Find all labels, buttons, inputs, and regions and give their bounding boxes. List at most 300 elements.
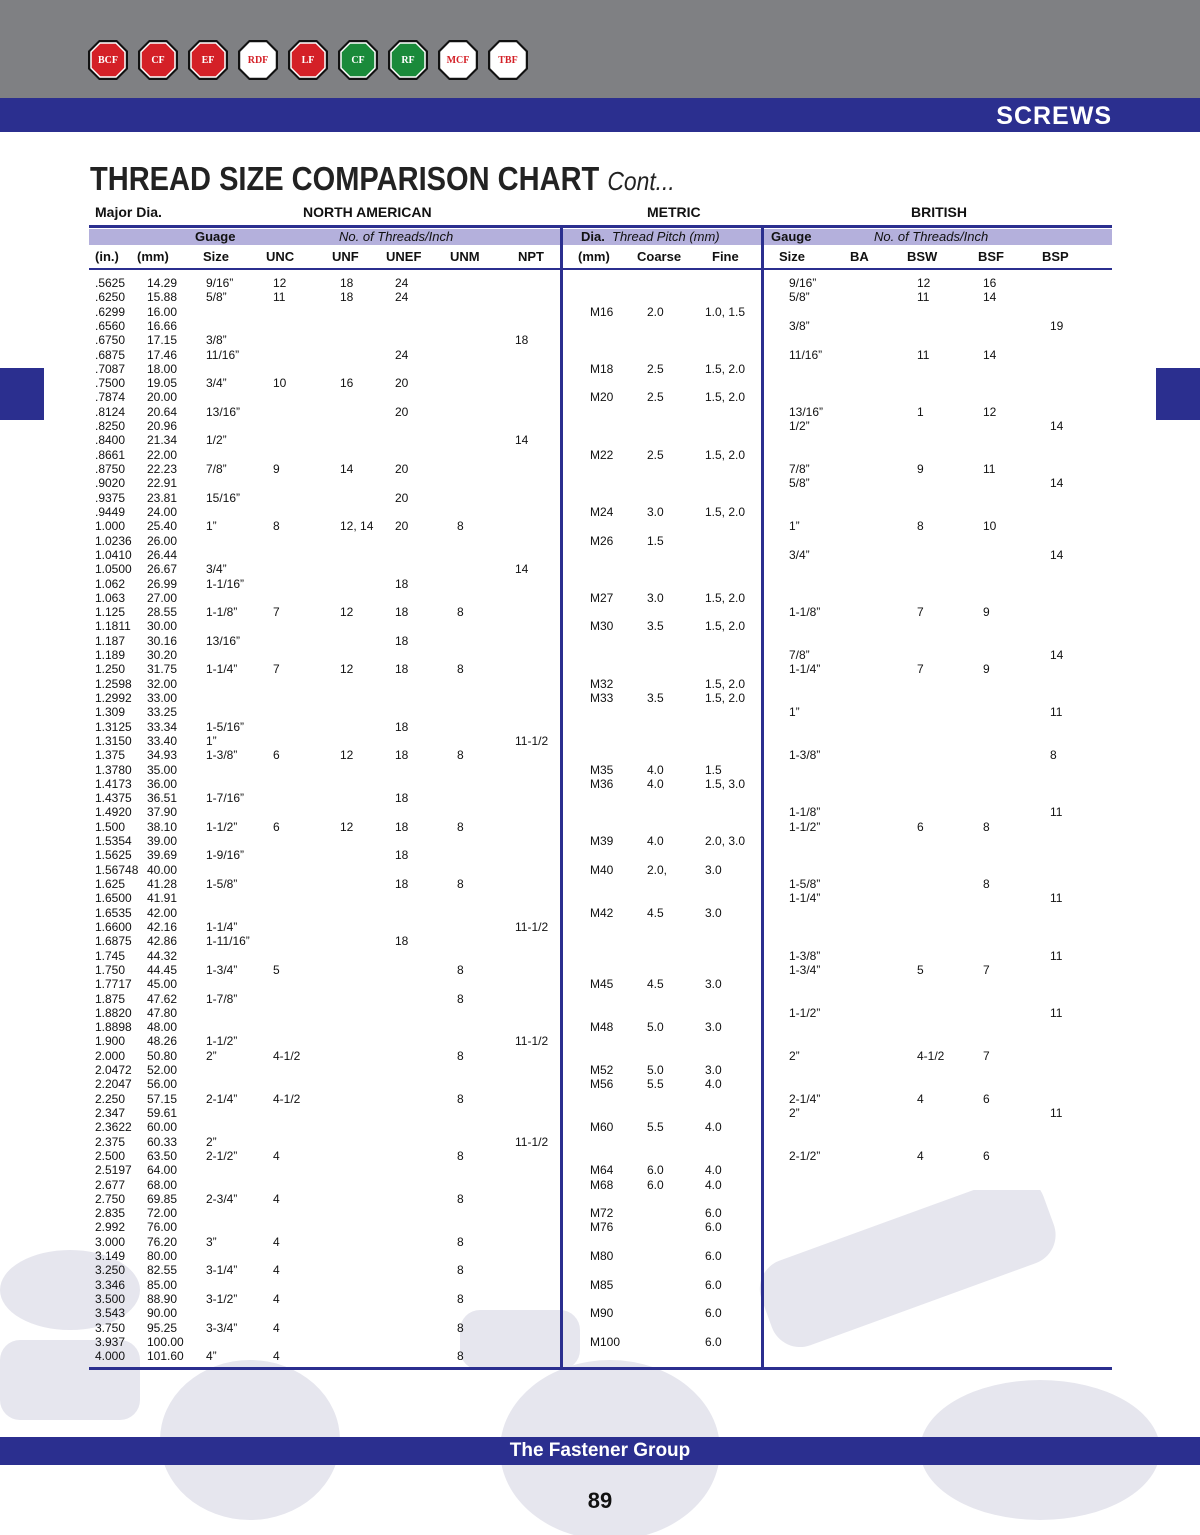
cell-unf-4: 18	[340, 290, 354, 305]
column-header-11: Size	[779, 249, 806, 264]
cell-unef-5: 18	[395, 662, 409, 677]
cell-coarse-9: 5.5	[647, 1120, 664, 1135]
cell-mm-1: 60.00	[147, 1120, 178, 1135]
cell-coarse-9: 4.0	[647, 762, 664, 777]
cell-mm-1: 26.00	[147, 533, 178, 548]
cell-unc-3: 4-1/2	[273, 1048, 301, 1063]
cell-size-11: 1”	[789, 519, 800, 534]
cell-mm-1: 30.20	[147, 648, 178, 663]
cell-mm-1: 76.20	[147, 1234, 178, 1249]
table-row	[0, 848, 1200, 862]
cell-coarse-9: 5.0	[647, 1020, 664, 1035]
cell-fine-10: 1.5, 2.0	[705, 619, 746, 634]
cell-unef-5: 20	[395, 462, 409, 477]
cell-mm-1: 63.50	[147, 1148, 178, 1163]
cell-in-0: 3.500	[95, 1292, 126, 1306]
cell-size-11: 2”	[789, 1048, 800, 1063]
cell-size-11: 11/16”	[789, 347, 823, 362]
column-header-15: BSP	[1042, 249, 1069, 264]
cell-size-2: 1-7/8”	[206, 991, 238, 1006]
cell-mm-8: M36	[590, 776, 614, 791]
cell-bsf-14: 16	[983, 276, 997, 290]
cell-bsw-13: 8	[917, 519, 924, 534]
column-header-13: BSW	[907, 249, 938, 264]
cell-size-11: 1-1/8”	[789, 805, 821, 820]
cell-mm-8: M42	[590, 905, 614, 920]
cell-in-0: 2.000	[95, 1048, 126, 1063]
cell-mm-1: 26.67	[147, 562, 178, 577]
table-row	[0, 419, 1200, 433]
cell-mm-1: 36.00	[147, 776, 178, 791]
column-header-12: BA	[850, 249, 869, 264]
cell-in-0: .9020	[95, 476, 126, 491]
cell-unc-3: 7	[273, 605, 280, 620]
table-row	[0, 705, 1200, 719]
cell-size-11: 13/16”	[789, 404, 824, 419]
cell-size-2: 3-1/4”	[206, 1263, 238, 1278]
cell-mm-1: 28.55	[147, 605, 178, 620]
cell-mm-1: 20.96	[147, 419, 178, 434]
column-header-14: BSF	[978, 249, 1004, 264]
cell-in-0: 2.992	[95, 1220, 126, 1235]
cell-in-0: 1.6600	[95, 919, 132, 934]
cell-unef-5: 18	[395, 877, 409, 892]
cell-unm-6: 8	[457, 819, 464, 834]
cell-unm-6: 8	[457, 1148, 464, 1163]
cell-size-2: 1-1/4”	[206, 662, 238, 677]
cell-mm-8: M35	[590, 762, 614, 777]
cell-size-11: 1-3/8”	[789, 948, 821, 963]
cell-unf-4: 12, 14	[340, 519, 374, 534]
cell-in-0: 1.4173	[95, 776, 132, 791]
cell-bsp-15: 19	[1050, 318, 1064, 333]
cell-unc-3: 4	[273, 1349, 280, 1364]
cell-bsw-13: 4	[917, 1091, 924, 1106]
section-title: SCREWS	[996, 102, 1112, 130]
cell-size-11: 1-5/8”	[789, 877, 821, 892]
cell-mm-1: 38.10	[147, 819, 178, 834]
cell-mm-1: 95.25	[147, 1320, 178, 1335]
cell-mm-8: M16	[590, 304, 614, 319]
band-na-threads: No. of Threads/Inch	[339, 229, 454, 244]
cell-coarse-9: 4.0	[647, 776, 664, 791]
table-row	[0, 1106, 1200, 1120]
cell-unf-4: 12	[340, 605, 354, 620]
cell-npt-7: 14	[515, 433, 529, 448]
table-row	[0, 648, 1200, 662]
table-row	[0, 562, 1200, 576]
table-row	[0, 1135, 1200, 1149]
cell-fine-10: 6.0	[705, 1220, 722, 1235]
cell-size-11: 1-3/4”	[789, 962, 821, 977]
cell-fine-10: 6.0	[705, 1334, 722, 1349]
cell-fine-10: 1.5, 2.0	[705, 447, 746, 462]
cell-mm-1: 33.00	[147, 690, 178, 705]
cell-in-0: .6299	[95, 304, 126, 319]
cell-mm-8: M85	[590, 1277, 614, 1292]
cell-size-2: 3/4”	[206, 376, 227, 391]
cell-unc-3: 4	[273, 1320, 280, 1335]
cell-in-0: 1.900	[95, 1034, 126, 1049]
cell-size-11: 1-1/8”	[789, 605, 821, 620]
cell-mm-8: M20	[590, 390, 614, 405]
table-row	[0, 720, 1200, 734]
cell-unef-5: 18	[395, 848, 409, 863]
cell-mm-1: 42.86	[147, 934, 178, 949]
cell-mm-1: 24.00	[147, 504, 178, 519]
cell-in-0: 1.875	[95, 991, 126, 1006]
cell-in-0: 3.250	[95, 1263, 126, 1278]
cell-coarse-9: 3.0	[647, 590, 664, 605]
cell-coarse-9: 5.5	[647, 1077, 664, 1092]
table-row	[0, 963, 1200, 977]
cell-coarse-9: 6.0	[647, 1177, 664, 1192]
logo-bcf-0: BCF	[86, 38, 130, 82]
table-row	[0, 1049, 1200, 1063]
cell-in-0: 1.8898	[95, 1020, 132, 1035]
table-row	[0, 290, 1200, 304]
cell-unc-3: 11	[273, 290, 286, 305]
cell-in-0: 3.346	[95, 1277, 126, 1292]
cell-size-11: 1-3/8”	[789, 748, 821, 763]
cell-mm-1: 101.60	[147, 1349, 184, 1364]
cell-size-2: 1-1/2”	[206, 819, 238, 834]
cell-mm-8: M24	[590, 504, 614, 519]
table-row	[0, 433, 1200, 447]
cell-in-0: .9375	[95, 490, 126, 505]
cell-size-2: 15/16”	[206, 490, 241, 505]
cell-size-11: 2-1/2”	[789, 1148, 821, 1163]
cell-size-2: 2”	[206, 1048, 217, 1063]
cell-bsw-13: 11	[917, 290, 930, 305]
cell-unc-3: 12	[273, 276, 287, 290]
table-row	[0, 333, 1200, 347]
cell-mm-1: 16.00	[147, 304, 178, 319]
logo-ef-2: EF	[186, 38, 230, 82]
cell-size-2: 13/16”	[206, 404, 241, 419]
cell-bsp-15: 11	[1050, 1005, 1063, 1020]
cell-in-0: 1.250	[95, 662, 126, 677]
cell-in-0: 1.6535	[95, 905, 132, 920]
cell-mm-1: 33.40	[147, 733, 178, 748]
cell-mm-1: 25.40	[147, 519, 178, 534]
cell-unef-5: 20	[395, 519, 409, 534]
cell-in-0: 1.2992	[95, 690, 132, 705]
cell-in-0: 1.7717	[95, 977, 132, 992]
cell-mm-1: 100.00	[147, 1334, 184, 1349]
cell-mm-1: 16.66	[147, 318, 178, 333]
table-row	[0, 934, 1200, 948]
cell-mm-1: 23.81	[147, 490, 178, 505]
cell-in-0: 1.5354	[95, 834, 132, 849]
cell-bsf-14: 9	[983, 605, 990, 620]
cell-bsw-13: 4	[917, 1148, 924, 1163]
cell-unc-3: 4	[273, 1234, 280, 1249]
cell-in-0: 1.309	[95, 705, 126, 720]
cell-in-0: 1.0410	[95, 547, 132, 562]
cell-size-2: 1-7/16”	[206, 791, 245, 806]
cell-size-2: 3-1/2”	[206, 1292, 238, 1306]
cell-bsw-13: 12	[917, 276, 931, 290]
table-row	[0, 1120, 1200, 1134]
cell-in-0: 4.000	[95, 1349, 126, 1364]
cell-unef-5: 18	[395, 719, 409, 734]
cell-size-2: 2”	[206, 1134, 217, 1149]
page-title	[90, 160, 675, 198]
cell-size-2: 1”	[206, 733, 217, 748]
cell-mm-8: M64	[590, 1163, 614, 1178]
cell-mm-1: 50.80	[147, 1048, 178, 1063]
cell-unc-3: 4	[273, 1191, 280, 1206]
cell-fine-10: 1.5, 2.0	[705, 390, 746, 405]
cell-unm-6: 8	[457, 1263, 464, 1278]
table-row	[0, 1020, 1200, 1034]
cell-mm-1: 39.00	[147, 834, 178, 849]
group-british: BRITISH	[911, 204, 967, 220]
band-metric-dia: Dia.	[581, 229, 605, 244]
table-row	[0, 1335, 1200, 1349]
table-row	[0, 362, 1200, 376]
cell-in-0: .8124	[95, 404, 126, 419]
cell-in-0: 1.56748	[95, 862, 139, 877]
cell-in-0: 2.250	[95, 1091, 126, 1106]
cell-in-0: 1.2598	[95, 676, 132, 691]
group-metric: METRIC	[647, 204, 701, 220]
cell-size-11: 1-1/4”	[789, 891, 821, 906]
cell-mm-1: 39.69	[147, 848, 178, 863]
cell-in-0: 1.062	[95, 576, 126, 591]
cell-mm-8: M33	[590, 690, 614, 705]
cell-unf-4: 12	[340, 662, 354, 677]
logo-cf-5: CF	[336, 38, 380, 82]
cell-in-0: 3.750	[95, 1320, 126, 1335]
cell-size-11: 1”	[789, 705, 800, 720]
cell-fine-10: 1.5, 2.0	[705, 676, 746, 691]
table-row	[0, 1006, 1200, 1020]
cell-mm-1: 82.55	[147, 1263, 178, 1278]
cell-unm-6: 8	[457, 605, 464, 620]
table-row	[0, 505, 1200, 519]
table-row	[0, 1163, 1200, 1177]
table-row	[0, 619, 1200, 633]
cell-coarse-9: 4.0	[647, 834, 664, 849]
table-row	[0, 348, 1200, 362]
cell-bsf-14: 6	[983, 1148, 990, 1163]
cell-bsw-13: 11	[917, 347, 930, 362]
cell-unc-3: 8	[273, 519, 280, 534]
table-row	[0, 462, 1200, 476]
table-row	[0, 863, 1200, 877]
table-row	[0, 992, 1200, 1006]
table-row	[0, 476, 1200, 490]
cell-unf-4: 18	[340, 276, 354, 290]
cell-unef-5: 18	[395, 633, 409, 648]
table-row	[0, 1034, 1200, 1048]
table-row	[0, 591, 1200, 605]
cell-bsf-14: 11	[983, 462, 996, 477]
cell-bsf-14: 8	[983, 819, 990, 834]
cell-fine-10: 1.5, 2.0	[705, 361, 746, 376]
cell-in-0: 1.4375	[95, 791, 132, 806]
column-header-0: (in.)	[95, 249, 119, 264]
cell-size-2: 3/8”	[206, 333, 227, 348]
table-row	[0, 677, 1200, 691]
cell-unf-4: 16	[340, 376, 354, 391]
table-row	[0, 519, 1200, 533]
cell-mm-8: M80	[590, 1249, 614, 1264]
cell-in-0: 1.1811	[95, 619, 131, 634]
cell-in-0: 1.0500	[95, 562, 132, 577]
cell-fine-10: 1.5, 3.0	[705, 776, 746, 791]
table-row	[0, 805, 1200, 819]
cell-mm-1: 47.80	[147, 1005, 178, 1020]
column-header-6: UNM	[450, 249, 480, 264]
cell-in-0: 1.3780	[95, 762, 132, 777]
cell-fine-10: 4.0	[705, 1163, 722, 1178]
cell-size-11: 1-1/4”	[789, 662, 821, 677]
cell-bsp-15: 14	[1050, 547, 1064, 562]
cell-npt-7: 18	[515, 333, 529, 348]
cell-in-0: 1.0236	[95, 533, 132, 548]
cell-in-0: 1.125	[95, 605, 126, 620]
table-row	[0, 1292, 1200, 1306]
cell-bsw-13: 6	[917, 819, 924, 834]
cell-mm-1: 27.00	[147, 590, 178, 605]
cell-unef-5: 18	[395, 934, 409, 949]
cell-mm-1: 72.00	[147, 1206, 178, 1221]
table-row	[0, 1321, 1200, 1335]
logo-mcf-7: MCF	[436, 38, 480, 82]
table-row	[0, 920, 1200, 934]
cell-in-0: 1.187	[95, 633, 126, 648]
cell-bsp-15: 11	[1050, 948, 1063, 963]
cell-mm-1: 60.33	[147, 1134, 178, 1149]
cell-unef-5: 18	[395, 791, 409, 806]
cell-size-2: 1-9/16”	[206, 848, 245, 863]
cell-npt-7: 11-1/2	[515, 919, 549, 934]
cell-unm-6: 8	[457, 991, 464, 1006]
cell-unc-3: 10	[273, 376, 287, 391]
cell-in-0: 1.5625	[95, 848, 132, 863]
cell-size-2: 1-11/16”	[206, 934, 250, 949]
cell-mm-1: 42.16	[147, 919, 178, 934]
table-row	[0, 734, 1200, 748]
cell-in-0: .8661	[95, 447, 126, 462]
cell-coarse-9: 5.0	[647, 1063, 664, 1078]
cell-mm-1: 44.32	[147, 948, 178, 963]
cell-bsw-13: 5	[917, 962, 924, 977]
cell-mm-1: 90.00	[147, 1306, 178, 1321]
cell-coarse-9: 2.0,	[647, 862, 668, 877]
cell-in-0: 2.0472	[95, 1063, 132, 1078]
cell-coarse-9: 3.5	[647, 619, 664, 634]
cell-size-2: 1-3/4”	[206, 962, 238, 977]
page-title-suffix: Cont...	[607, 166, 675, 196]
cell-in-0: .7087	[95, 361, 126, 376]
cell-coarse-9: 4.5	[647, 905, 664, 920]
cell-in-0: 1.4920	[95, 805, 132, 820]
cell-unm-6: 8	[457, 1320, 464, 1335]
cell-fine-10: 6.0	[705, 1206, 722, 1221]
cell-bsp-15: 11	[1050, 891, 1063, 906]
cell-fine-10: 3.0	[705, 977, 722, 992]
table-row	[0, 1192, 1200, 1206]
cell-npt-7: 11-1/2	[515, 1134, 549, 1149]
footer-bar: The Fastener Group	[0, 1437, 1200, 1465]
cell-unm-6: 8	[457, 1349, 464, 1364]
cell-mm-1: 22.23	[147, 462, 178, 477]
table-row	[0, 405, 1200, 419]
column-header-7: NPT	[518, 249, 544, 264]
cell-fine-10: 1.5, 2.0	[705, 504, 746, 519]
cell-unm-6: 8	[457, 519, 464, 534]
cell-mm-1: 47.62	[147, 991, 178, 1006]
cell-mm-1: 41.28	[147, 877, 178, 892]
cell-in-0: .9449	[95, 504, 126, 519]
cell-in-0: 1.625	[95, 877, 126, 892]
cell-mm-1: 26.99	[147, 576, 178, 591]
cell-npt-7: 11-1/2	[515, 1034, 549, 1049]
cell-unef-5: 20	[395, 490, 409, 505]
table-bottom-rule	[89, 1367, 1112, 1370]
cell-unm-6: 8	[457, 1091, 464, 1106]
cell-coarse-9: 2.5	[647, 390, 664, 405]
cell-size-2: 11/16”	[206, 347, 240, 362]
cell-mm-1: 69.85	[147, 1191, 178, 1206]
cell-mm-8: M72	[590, 1206, 614, 1221]
cell-in-0: .8750	[95, 462, 126, 477]
cell-in-0: 3.000	[95, 1234, 126, 1249]
table-row	[0, 1278, 1200, 1292]
cell-unef-5: 24	[395, 276, 409, 290]
cell-fine-10: 1.5, 2.0	[705, 690, 746, 705]
cell-size-11: 3/8”	[789, 318, 810, 333]
cell-mm-1: 37.90	[147, 805, 178, 820]
cell-unm-6: 8	[457, 1191, 464, 1206]
cell-bsf-14: 14	[983, 347, 997, 362]
table-row	[0, 1077, 1200, 1091]
cell-in-0: 1.3125	[95, 719, 132, 734]
cell-size-11: 7/8”	[789, 462, 810, 477]
logo-lf-4: LF	[286, 38, 330, 82]
brand-logos	[86, 38, 530, 82]
table-row	[0, 1306, 1200, 1320]
cell-in-0: 3.937	[95, 1334, 126, 1349]
cell-size-11: 3/4”	[789, 547, 810, 562]
cell-mm-1: 85.00	[147, 1277, 178, 1292]
cell-mm-1: 33.34	[147, 719, 178, 734]
cell-in-0: 2.2047	[95, 1077, 132, 1092]
cell-unef-5: 18	[395, 748, 409, 763]
cell-fine-10: 3.0	[705, 1020, 722, 1035]
cell-size-2: 3/4”	[206, 562, 227, 577]
cell-fine-10: 3.0	[705, 862, 722, 877]
cell-mm-8: M32	[590, 676, 614, 691]
cell-unc-3: 6	[273, 819, 280, 834]
cell-mm-1: 22.00	[147, 447, 178, 462]
cell-mm-1: 32.00	[147, 676, 178, 691]
cell-unm-6: 8	[457, 1234, 464, 1249]
cell-in-0: .6560	[95, 318, 126, 333]
cell-bsw-13: 7	[917, 662, 924, 677]
table-row	[0, 319, 1200, 333]
cell-in-0: 1.500	[95, 819, 126, 834]
cell-mm-8: M68	[590, 1177, 614, 1192]
cell-mm-1: 88.90	[147, 1292, 178, 1306]
column-header-4: UNF	[332, 249, 359, 264]
cell-in-0: 2.5197	[95, 1163, 132, 1178]
cell-bsf-14: 8	[983, 877, 990, 892]
